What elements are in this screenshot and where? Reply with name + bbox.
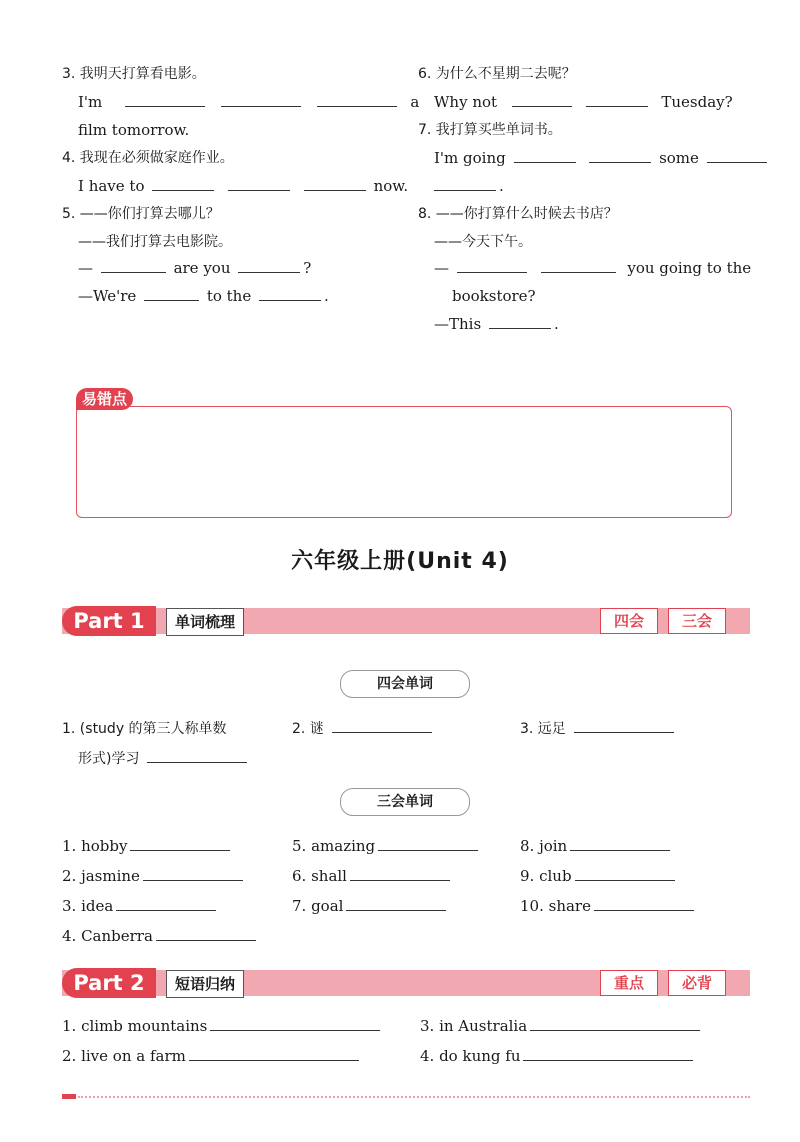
- q3-blank-3[interactable]: [317, 92, 397, 107]
- q7-im-going-text: I'm going: [434, 149, 506, 167]
- question-5-line-2: [78, 286, 329, 306]
- q8-blank-2[interactable]: [541, 258, 616, 273]
- q3-end-text: a: [410, 93, 420, 111]
- q6-why-not-text: Why not: [434, 93, 498, 111]
- q7-blank-1[interactable]: [514, 148, 576, 163]
- four-skill-item-1-text-2: 形式)学习: [78, 751, 140, 767]
- question-6-prompt: 6. 为什么不星期二去呢？: [418, 66, 576, 82]
- three-skill-item-9: [520, 866, 678, 886]
- three-skill-item-text: 5. amazing: [292, 837, 376, 855]
- q5-dash: —: [78, 259, 93, 277]
- three-skill-item-5: [292, 836, 481, 856]
- question-8-reply: ——今天下午。: [434, 234, 532, 250]
- question-5-line-1: [78, 258, 311, 278]
- q4-blank-1[interactable]: [152, 176, 214, 191]
- three-skill-blank[interactable]: [156, 926, 256, 941]
- question-5-reply: ——我们打算去电影院。: [78, 234, 232, 250]
- q6-blank-2[interactable]: [586, 92, 648, 107]
- three-skill-item-text: 6. shall: [292, 867, 347, 885]
- q7-blank-3[interactable]: [707, 148, 767, 163]
- four-skill-item-1: [62, 718, 227, 739]
- q7-period: .: [499, 177, 504, 195]
- phrase-blank[interactable]: [530, 1016, 700, 1031]
- phrase-item-4: [420, 1046, 696, 1066]
- four-skill-item-1-line-2: [78, 748, 250, 769]
- three-skill-blank[interactable]: [350, 866, 450, 881]
- three-skill-blank[interactable]: [143, 866, 243, 881]
- phrase-item-text: 1. climb mountains: [62, 1017, 208, 1035]
- question-7-line-2: [434, 176, 504, 196]
- three-skill-item-text: 3. idea: [62, 897, 114, 915]
- part2-badge-must: 必背: [668, 970, 726, 996]
- q7-some-text: some: [659, 149, 699, 167]
- three-skill-item-text: 9. club: [520, 867, 572, 885]
- question-3-prompt: 3. 我明天打算看电影。: [62, 66, 206, 82]
- question-4-line: [78, 176, 408, 196]
- q5-blank-1[interactable]: [101, 258, 166, 273]
- three-skill-item-text: 10. share: [520, 897, 591, 915]
- three-skill-blank[interactable]: [575, 866, 675, 881]
- three-skill-item-3: [62, 896, 219, 916]
- three-skill-blank[interactable]: [116, 896, 216, 911]
- phrase-item-3: [420, 1016, 703, 1036]
- three-skill-blank[interactable]: [570, 836, 670, 851]
- q7-blank-4[interactable]: [434, 176, 496, 191]
- footer-dotted-divider: [78, 1096, 750, 1098]
- three-skill-blank[interactable]: [378, 836, 478, 851]
- three-skill-item-1: [62, 836, 233, 856]
- three-skill-blank[interactable]: [594, 896, 694, 911]
- question-7-line-1: [434, 148, 770, 168]
- q5-blank-4[interactable]: [259, 286, 321, 301]
- phrase-blank[interactable]: [189, 1046, 359, 1061]
- q5-blank-2[interactable]: [238, 258, 300, 273]
- three-skill-item-10: [520, 896, 697, 916]
- part1-label: 单词梳理: [166, 608, 244, 636]
- question-8-line-1: [434, 258, 751, 278]
- question-6-line: [434, 92, 733, 112]
- three-skill-blank[interactable]: [346, 896, 446, 911]
- part2-badge-key: 重点: [600, 970, 658, 996]
- error-notes-box[interactable]: [76, 406, 732, 518]
- q5-question-mark: ?: [303, 259, 312, 277]
- part1-badge-three: 三会: [668, 608, 726, 634]
- four-skill-item-1-text: 1. (study 的第三人称单数: [62, 721, 227, 737]
- q8-you-going-text: you going to the: [627, 259, 752, 277]
- q8-period: .: [553, 315, 559, 333]
- question-8-prompt: 8. ——你打算什么时候去书店？: [418, 206, 618, 222]
- question-5-prompt: 5. ——你们打算去哪儿？: [62, 206, 220, 222]
- phrase-item-2: [62, 1046, 362, 1066]
- footer-corner-mark: [62, 1094, 76, 1099]
- three-skill-item-text: 2. jasmine: [62, 867, 140, 885]
- q4-blank-3[interactable]: [304, 176, 366, 191]
- unit-title: 六年级上册(Unit 4): [291, 549, 509, 574]
- q3-start-text: I'm: [78, 93, 103, 111]
- three-skill-item-text: 8. join: [520, 837, 568, 855]
- q5-to-the-text: to the: [206, 287, 252, 305]
- question-3-line-1: [78, 92, 419, 112]
- three-skill-item-text: 1. hobby: [62, 837, 128, 855]
- q4-blank-2[interactable]: [228, 176, 290, 191]
- q8-blank-1[interactable]: [457, 258, 527, 273]
- phrase-item-text: 4. do kung fu: [420, 1047, 521, 1065]
- q8-blank-3[interactable]: [489, 314, 551, 329]
- question-4-prompt: 4. 我现在必须做家庭作业。: [62, 150, 234, 166]
- three-skill-item-text: 7. goal: [292, 897, 344, 915]
- four-skill-item-3: [520, 718, 677, 739]
- phrase-item-1: [62, 1016, 383, 1036]
- q6-blank-1[interactable]: [512, 92, 572, 107]
- phrase-item-text: 2. live on a farm: [62, 1047, 186, 1065]
- phrase-item-text: 3. in Australia: [420, 1017, 528, 1035]
- question-7-prompt: 7. 我打算买些单词书。: [418, 122, 562, 138]
- part2-tag: Part 2: [62, 968, 156, 998]
- four-skill-blank-3[interactable]: [574, 718, 674, 733]
- four-skill-heading: 四会单词: [340, 670, 470, 698]
- q8-this-text: —This: [434, 315, 482, 333]
- phrase-blank[interactable]: [210, 1016, 380, 1031]
- four-skill-blank-1[interactable]: [147, 748, 247, 763]
- three-skill-item-8: [520, 836, 673, 856]
- three-skill-item-7: [292, 896, 449, 916]
- q3-blank-2[interactable]: [221, 92, 301, 107]
- three-skill-item-text: 4. Canberra: [62, 927, 153, 945]
- four-skill-blank-2[interactable]: [332, 718, 432, 733]
- four-skill-item-2: [292, 718, 435, 739]
- q5-period: .: [324, 287, 329, 305]
- q4-start-text: I have to: [78, 177, 145, 195]
- q5-are-you-text: are you: [173, 259, 231, 277]
- q5-blank-3[interactable]: [144, 286, 199, 301]
- part2-label: 短语归纳: [166, 970, 244, 998]
- three-skill-heading: 三会单词: [340, 788, 470, 816]
- error-section-label: 易错点: [76, 388, 133, 410]
- q5-we-re-text: —We're: [78, 287, 137, 305]
- q4-end-text: now.: [373, 177, 409, 195]
- four-skill-item-3-text: 3. 远足: [520, 721, 566, 737]
- three-skill-item-4: [62, 926, 259, 946]
- three-skill-item-6: [292, 866, 453, 886]
- four-skill-item-2-text: 2. 谜: [292, 721, 324, 737]
- three-skill-blank[interactable]: [130, 836, 230, 851]
- part1-badge-four: 四会: [600, 608, 658, 634]
- three-skill-item-2: [62, 866, 246, 886]
- q7-blank-2[interactable]: [589, 148, 651, 163]
- question-8-line-3: [434, 314, 559, 334]
- part1-tag: Part 1: [62, 606, 156, 636]
- q6-tuesday-text: Tuesday?: [661, 93, 733, 111]
- q8-dash: —: [434, 259, 449, 277]
- question-8-line-2: bookstore?: [452, 287, 536, 305]
- phrase-blank[interactable]: [523, 1046, 693, 1061]
- q3-line-2: film tomorrow.: [78, 121, 190, 139]
- q3-blank-1[interactable]: [125, 92, 205, 107]
